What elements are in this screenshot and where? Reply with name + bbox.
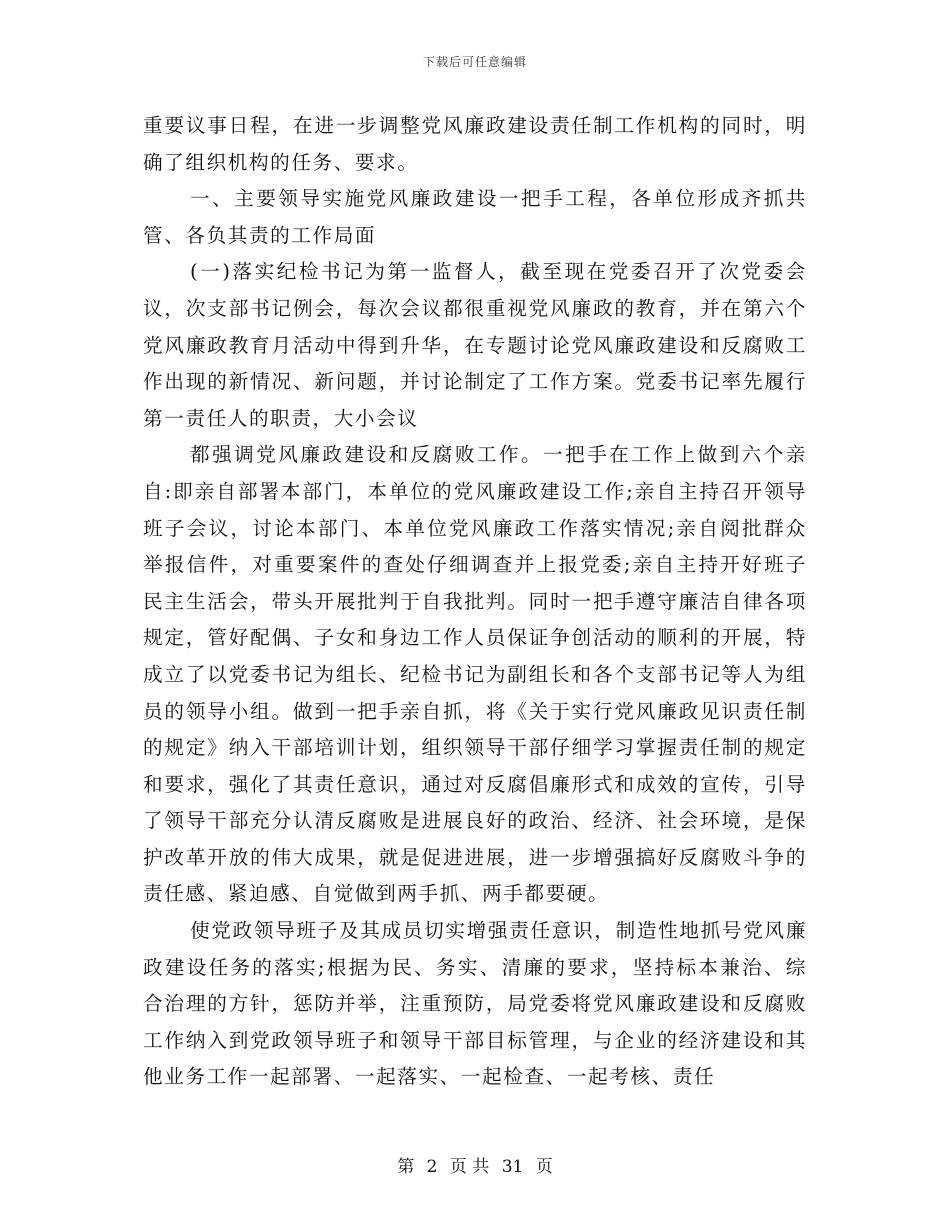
paragraph: (一)落实纪检书记为第一监督人，截至现在党委召开了次党委会议，次支部书记例会，每次会议都很重视党风廉政的教育，并在第六个党风廉政教育月活动中得到升华，在专题讨论党风廉政建设和反腐败工作出现的新情况、新问题，并讨论制定了工作方案。党委书记率先履行第一责任人的职责，大小会议 [143,260,807,430]
paragraph: 重要议事日程，在进一步调整党风廉政建设责任制工作机构的同时，明确了组织机构的任务、要求。 [143,114,807,174]
page-footer [0,1152,950,1177]
header-note: 下载后可任意编辑 [422,55,527,69]
page-number: 2 [426,1157,438,1177]
section-heading: 一、主要领导实施党风廉政建设一把手工程，各单位形成齐抓共管、各负其责的工作局面 [143,187,807,247]
footer-suffix: 页 [535,1157,553,1177]
footer-prefix: 第 [397,1157,415,1177]
footer-middle: 页 共 [449,1157,490,1177]
paragraph: 都强调党风廉政建设和反腐败工作。一把手在工作上做到六个亲自:即亲自部署本部门，本单位的党风廉政建设工作;亲自主持召开领导班子会议，讨论本部门、本单位党风廉政工作落实情况;亲自阅批群众举报信件，对重要案件的查处仔细调查并上报党委;亲自主持开好班子民主生活会，带头开展批判于自我批判。同时一把手遵守廉洁自律各项规定，管好配偶、子女和身边工作人员保证争创活动的顺利的开展，特成立了以党委书记为组长、纪检书记为副组长和各个支部书记等人为组员的领导小组。做到一把手亲自抓，将《关于实行党风廉政见识责任制的规定》纳入干部培训计划，组织领导干部仔细学习掌握责任制的规定和要求，强化了其责任意识，通过对反腐倡廉形式和成效的宣传，引导了领导干部充分认清反腐败是进展良好的政治、经济、社会环境，是保护改革开放的伟大成果，就是促进进展，进一步增强搞好反腐败斗争的责任感、紧迫感、自觉做到两手抓、两手都要硬。 [143,443,807,906]
document-body [143,108,807,1096]
paragraph: 使党政领导班子及其成员切实增强责任意识，制造性地抓号党风廉政建设任务的落实;根据为民、务实、清廉的要求，坚持标本兼治、综合治理的方针，惩防并举，注重预防，局党委将党风廉政建设和反腐败工作纳入到党政领导班子和领导干部目标管理，与企业的经济建设和其他业务工作一起部署、一起落实、一起检查、一起考核、责任 [143,919,807,1089]
total-pages: 31 [501,1157,524,1177]
